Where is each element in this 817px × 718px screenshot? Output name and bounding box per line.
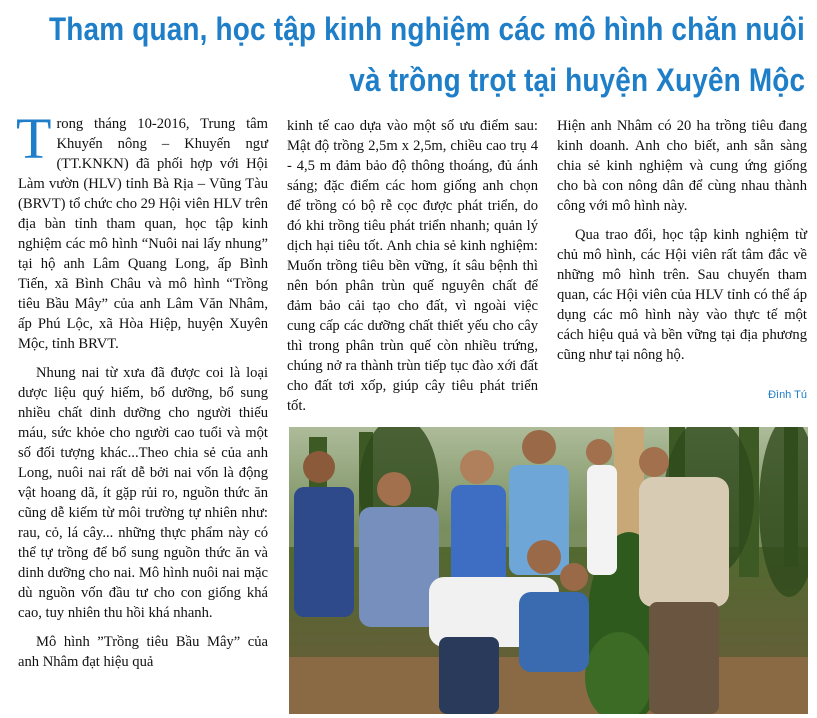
article-column-2: [287, 116, 538, 416]
body-paragraph: Mô hình ”Trồng tiêu Bầu Mây” của anh Nhâm đạt hiệu quả: [18, 634, 268, 670]
drop-cap: T: [16, 106, 52, 171]
body-paragraph: Qua trao đổi, học tập kinh nghiệm từ chủ mô hình, các Hội viên rất tâm đắc về những mô hình trên. Sau chuyến tham quan, các Hội viên của HLV tỉnh có thể áp dụng các mô hình này vào thực tế một cách hiệu quả và bền vững tại địa phương cũng như tại nông hộ.: [557, 227, 807, 363]
body-paragraph: Hiện anh Nhâm có 20 ha trồng tiêu đang kinh doanh. Anh cho biết, anh sẵn sàng chia sẻ kinh nghiệm và cung ứng giống cho bà con nông dân để cùng nhau thành công với mô hình này.: [557, 118, 807, 214]
body-paragraph: Nhung nai từ xưa đã được coi là loại dược liệu quý hiếm, bổ dưỡng, bổ sung nhiều chất dinh dưỡng cho người thiếu máu, sức khỏe cho người cao tuổi và một số đối tượng khác...Theo chia sẻ của anh Long, nuôi nai rất dễ bởi nai vốn là động vật hoang dã, ít gặp rủi ro, nguồn thức ăn cũng dễ kiếm từ môi trường tự nhiên như: rau, cỏ, lá cây... những thực phẩm này có thể tự trồng để bổ sung nguồn thức ăn và dinh dưỡng cho nai. Mô hình nuôi nai mặc dù nguồn vốn đầu tư cho con giống khá cao, tuy nhiên thu hồi khá nhanh.: [18, 365, 268, 621]
body-paragraph: kinh tế cao dựa vào một số ưu điểm sau: Mật độ trồng 2,5m x 2,5m, chiều cao trụ 4 - 4,5 m đảm bảo độ thông thoáng, đủ ánh sáng; đặc điểm các hom giống anh chọn để trồng có bộ rễ cọc được phát triển, do đó khi trồng tiêu phát triển nhanh; quản lý dịch hại tiêu tốt. Anh chia sẻ kinh nghiệm: Muốn trồng tiêu bền vững, ít sâu bệnh thì nên bón phân trùn quế nguyên chất để đảm bảo cải tạo cho đất, vì ngoài việc cung cấp các dưỡng chất thiết yếu cho cây thì trong phân trùn quế còn nhiều trứng, chúng nở ra thành trùn tiếp tục đào xới đất cho đất tơi xốp, giúp cây tiêu phát triển tốt.: [287, 118, 538, 414]
lead-paragraph: [16, 106, 268, 354]
author-byline: Đình Tú: [768, 389, 807, 401]
article-column-1: [16, 106, 268, 672]
headline-line-2: và trồng trọt tại huyện Xuyên Mộc: [348, 62, 805, 98]
lead-paragraph-text: rong tháng 10-2016, Trung tâm Khuyến nông – Khuyến ngư (TT.KNKN) đã phối hợp với Hội Làm vườn (HLV) tỉnh Bà Rịa – Vũng Tàu (BRVT) tổ chức cho 29 Hội viên HLV trên địa bàn tỉnh tham quan, học tập kinh nghiệm các mô hình “Nuôi nai lấy nhung” tại hộ anh Lâm Quang Long, ấp Bình Tiến, xã Bình Châu và mô hình “Trồng tiêu Bầu Mây” của anh Lâm Văn Nhâm, ấp Phú Lộc, xã Hòa Hiệp, huyện Xuyên Mộc, tỉnh BRVT.: [18, 116, 268, 352]
pepper-farm-photo: [289, 427, 808, 714]
article-column-3: [557, 116, 807, 365]
article-photo: [289, 427, 808, 714]
headline-line-1: Tham quan, học tập kinh nghiệm các mô hình chăn nuôi: [49, 11, 805, 47]
